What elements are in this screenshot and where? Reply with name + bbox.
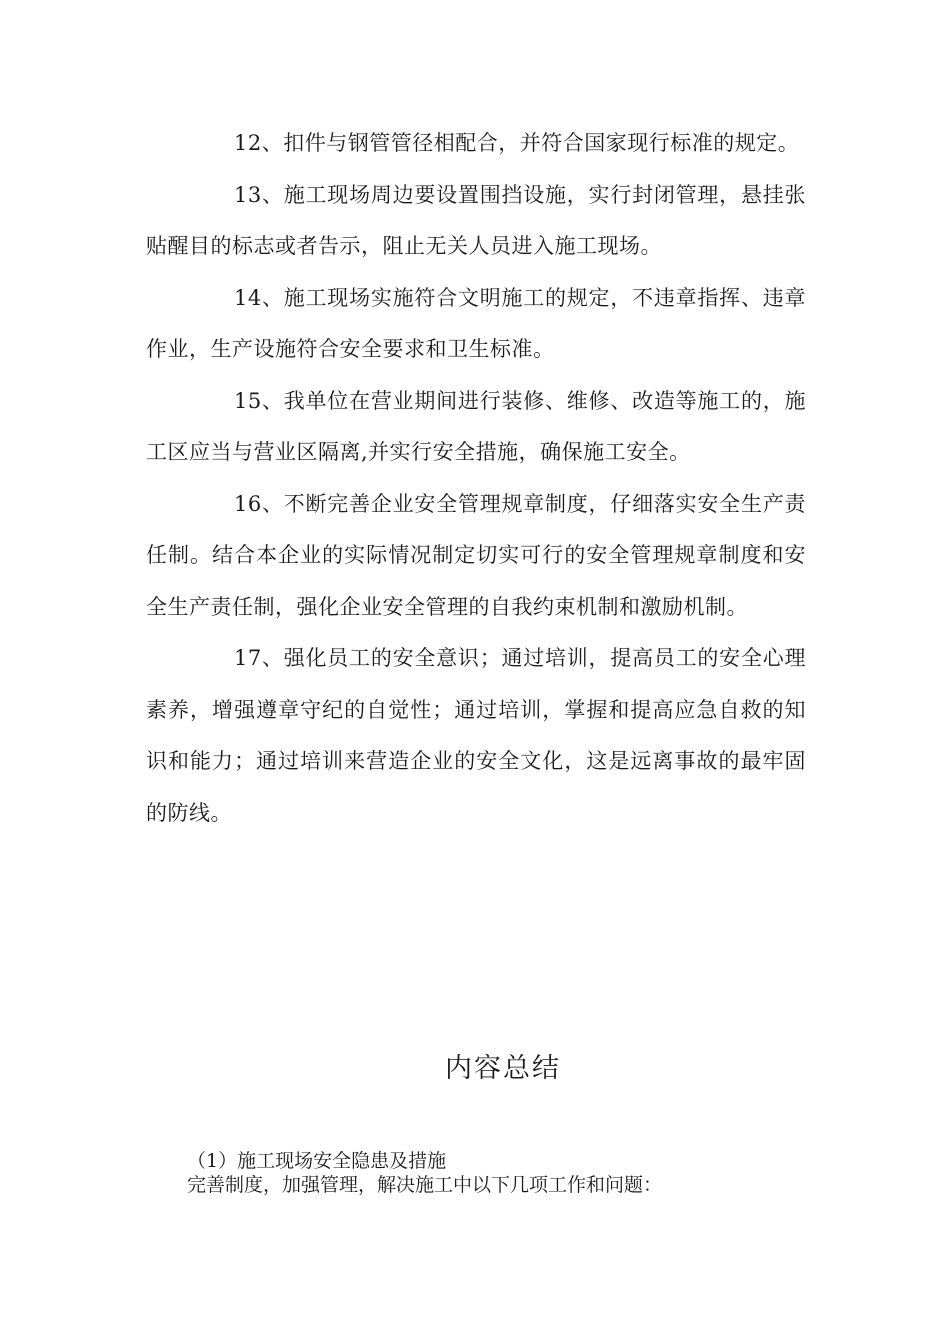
summary-text: 完善制度，加强管理，解决施工中以下几项工作和问题： [187, 1174, 663, 1196]
document-body [146, 118, 806, 839]
paragraph-14: 14、施工现场实施符合文明施工的规定，不违章指挥、违章作业，生产设施符合安全要求和卫生标准。 [146, 285, 806, 361]
paragraph-17: 17、强化员工的安全意识；通过培训，提高员工的安全心理素养，增强遵章守纪的自觉性；通过培训，掌握和提高应急自救的知识和能力；通过培训来营造企业的安全文化，这是远离事故的最牢固的防线。 [146, 646, 806, 825]
paragraph-15: 15、我单位在营业期间进行装修、维修、改造等施工的，施工区应当与营业区隔离,并实行安全措施，确保施工安全。 [146, 388, 806, 464]
paragraph-16: 16、不断完善企业安全管理规章制度，仔细落实安全生产责任制。结合本企业的实际情况制定切实可行的安全管理规章制度和安全生产责任制，强化企业安全管理的自我约束机制和激励机制。 [146, 491, 806, 619]
summary-heading: （1）施工现场安全隐患及措施 [187, 1150, 447, 1172]
paragraph-13: 13、施工现场周边要设置围挡设施，实行封闭管理，悬挂张贴醒目的标志或者告示，阻止无关人员进入施工现场。 [146, 182, 806, 258]
paragraph-12: 12、扣件与钢管管径相配合，并符合国家现行标准的规定。 [234, 131, 800, 155]
summary-title: 内容总结 [445, 1053, 561, 1084]
